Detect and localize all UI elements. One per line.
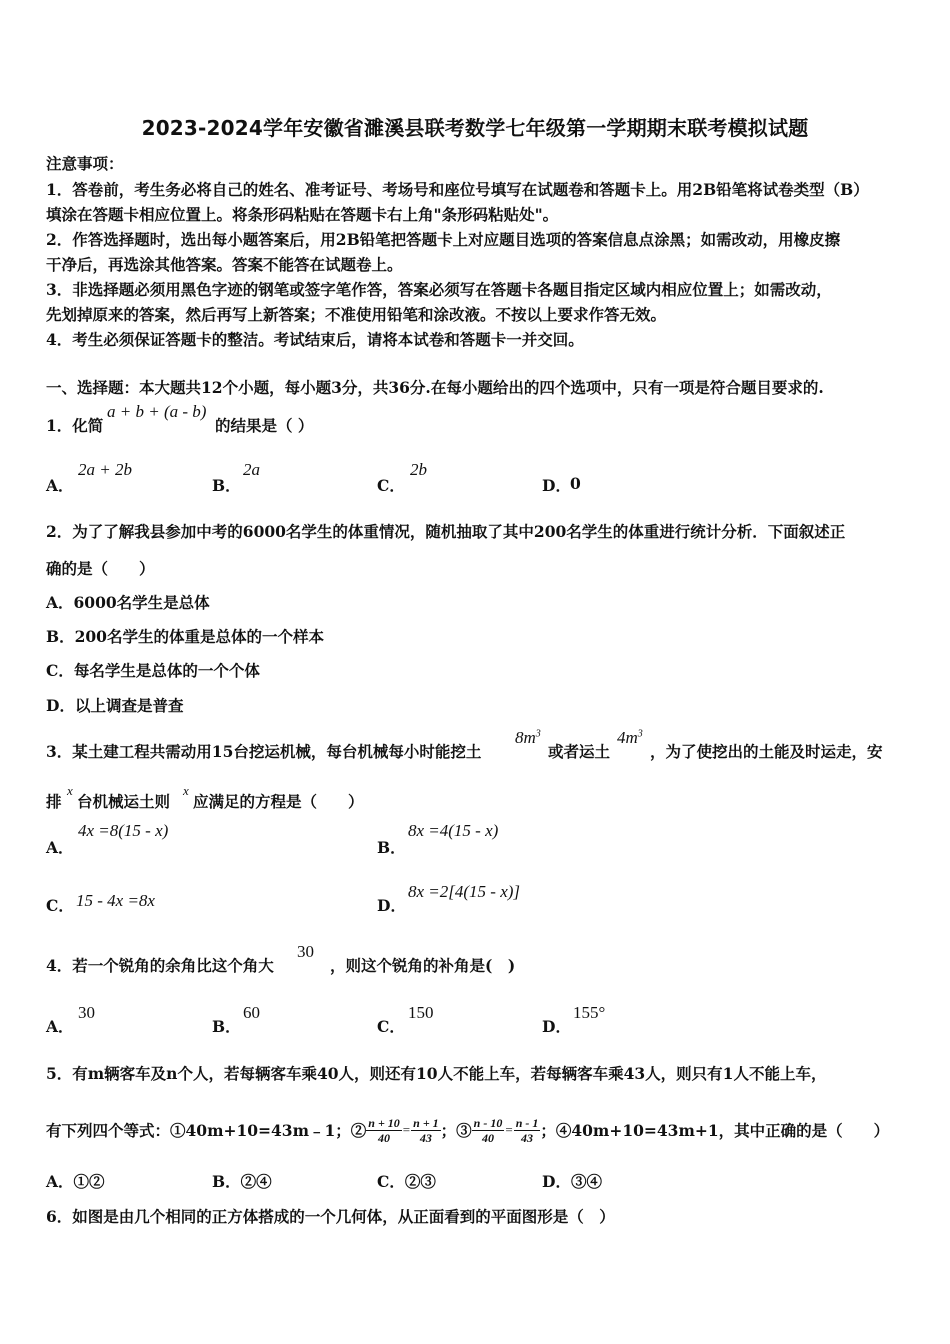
q4-option-a: 30 [78,1003,95,1022]
q3-label-c: C． [46,896,74,915]
question-1-suffix: 的结果是（ ） [215,416,314,435]
page-title: 2023-2024学年安徽省濉溪县联考数学七年级第一学期期末联考模拟试题 [141,116,809,140]
q4-label-c: C． [377,1017,405,1036]
q5-option-d: D．③④ [542,1172,602,1191]
notice-line: 3．非选择题必须用黑色字迹的钢笔或签字笔作答，答案必须写在答题卡各题目指定区域内相应位置上；如需改动， [46,280,832,299]
q4-label-b: B． [212,1017,241,1036]
question-2-stem-cont: 确的是（ ） [46,559,155,578]
q3-var-x: x [183,783,189,798]
q5-eq4-text: ；④40m+10=43m+1，其中正确的是（ ） [540,1121,890,1140]
q1-label-d: D． [542,476,571,495]
q1-option-c: 2b [410,460,427,479]
notice-line: 2．作答选择题时，选出每小题答案后，用2B铅笔把答题卡上对应题目选项的答案信息点涂黑；如需改动，用橡皮擦 [46,230,841,249]
question-3-stem-end: ，为了使挖出的土能及时运走，安 [650,742,883,761]
q5-eq1-text: 有下列四个等式：①40m+10=43m﹣1；② [46,1121,367,1140]
q4-angle: 30 [297,942,314,961]
q5-option-a: A．①② [46,1172,105,1191]
question-2-stem: 2．为了了解我县参加中考的6000名学生的体重情况，随机抽取了其中200名学生的体重进行统计分析．下面叙述正 [46,522,846,541]
q3-option-a: 4x =8(15 - x) [78,821,169,840]
q3-rate-dig: $8m^3$ [515,728,541,747]
q4-option-d: 155° [573,1003,606,1022]
q3-rate-carry: $4m^3$ [617,728,643,747]
q1-option-b: 2a [243,460,260,479]
q3-option-b: 8x =4(15 - x) [408,821,499,840]
q1-option-a: 2a + 2b [78,460,132,479]
q5-fraction-3: $\frac{n - 10}{40}$ [473,1115,503,1145]
question-4-stem-end: ，则这个锐角的补角是( ) [330,956,516,975]
q2-option-a: A．6000名学生是总体 [46,593,210,612]
q3-option-c: 15 - 4x =8x [76,891,155,910]
question-3-line2b: 台机械运土则 [77,792,171,811]
question-4-stem: 4．若一个锐角的余角比这个角大 [46,956,274,975]
q5-option-b: B．②④ [212,1172,272,1191]
q1-label-a: A． [46,476,74,495]
q5-option-c: C．②③ [377,1172,436,1191]
q5-fraction-2: $\frac{n + 1}{43}$ [413,1115,439,1145]
notice-line: 1．答卷前，考生务必将自己的姓名、准考证号、考场号和座位号填写在试题卷和答题卡上。用2B铅笔将试卷类型（B） [46,180,869,199]
q2-option-b: B．200名学生的体重是总体的一个样本 [46,627,324,646]
q4-option-b: 60 [243,1003,260,1022]
notice-line: 干净后，再选涂其他答案。答案不能答在试题卷上。 [46,255,403,274]
question-1-prefix: 1．化简 [46,416,104,435]
question-6-stem: 6．如图是由几个相同的正方体搭成的一个几何体，从正面看到的平面图形是（ ） [46,1207,615,1226]
section-heading: 一、选择题：本大题共12个小题，每小题3分，共36分.在每小题给出的四个选项中，只有一项是符合题目要求的. [46,378,824,397]
q4-option-c: 150 [408,1003,434,1022]
q5-fraction-4: $\frac{n - 1}{43}$ [515,1115,539,1145]
notice-line: 填涂在答题卡相应位置上。将条形码粘贴在答题卡右上角"条形码粘贴处"。 [46,205,559,224]
q3-var-x: x [67,783,73,798]
question-3-stem: 3．某土建工程共需动用15台挖运机械，每台机械每小时能挖土 [46,742,482,761]
notice-heading: 注意事项： [46,154,124,173]
q4-label-d: D． [542,1017,571,1036]
q1-label-c: C． [377,476,405,495]
q1-label-b: B． [212,476,241,495]
question-3-line2: 排 [46,792,62,811]
question-5-stem: 5．有m辆客车及n个人，若每辆客车乘40人，则还有10人不能上车，若每辆客车乘43人，则只有1人不能上车， [46,1064,827,1083]
q1-expression: a + b + (a - b) [107,402,207,421]
question-5-equations: 有下列四个等式：①40m+10=43m﹣1；② $\frac{n + 10}{40}$ = $\frac{n + 1}{43}$ ；③ $\frac{n - 10}{40}$ = $\frac{n - 1}{43}$ ；④40m+10=43m+1，其中正确的是（ ） [46,1115,890,1145]
q1-option-d: 0 [570,474,581,493]
q3-label-d: D． [377,896,406,915]
q3-label-b: B． [377,838,406,857]
q5-fraction-1: $\frac{n + 10}{40}$ [368,1115,400,1145]
q3-label-a: A． [46,838,74,857]
notice-line: 先划掉原来的答案，然后再写上新答案；不准使用铅笔和涂改液。不按以上要求作答无效。 [46,305,667,324]
q2-option-d: D．以上调查是普查 [46,696,184,715]
notice-line: 4．考生必须保证答题卡的整洁。考试结束后，请将本试卷和答题卡一并交回。 [46,330,584,349]
question-3-stem-mid: 或者运土 [548,742,611,761]
q2-option-c: C．每名学生是总体的一个个体 [46,661,260,680]
q5-eq3-text: ；③ [440,1121,472,1140]
question-3-line2c: 应满足的方程是（ ） [193,792,364,811]
q4-label-a: A． [46,1017,74,1036]
q3-option-d: 8x =2[4(15 - x)] [408,882,521,901]
